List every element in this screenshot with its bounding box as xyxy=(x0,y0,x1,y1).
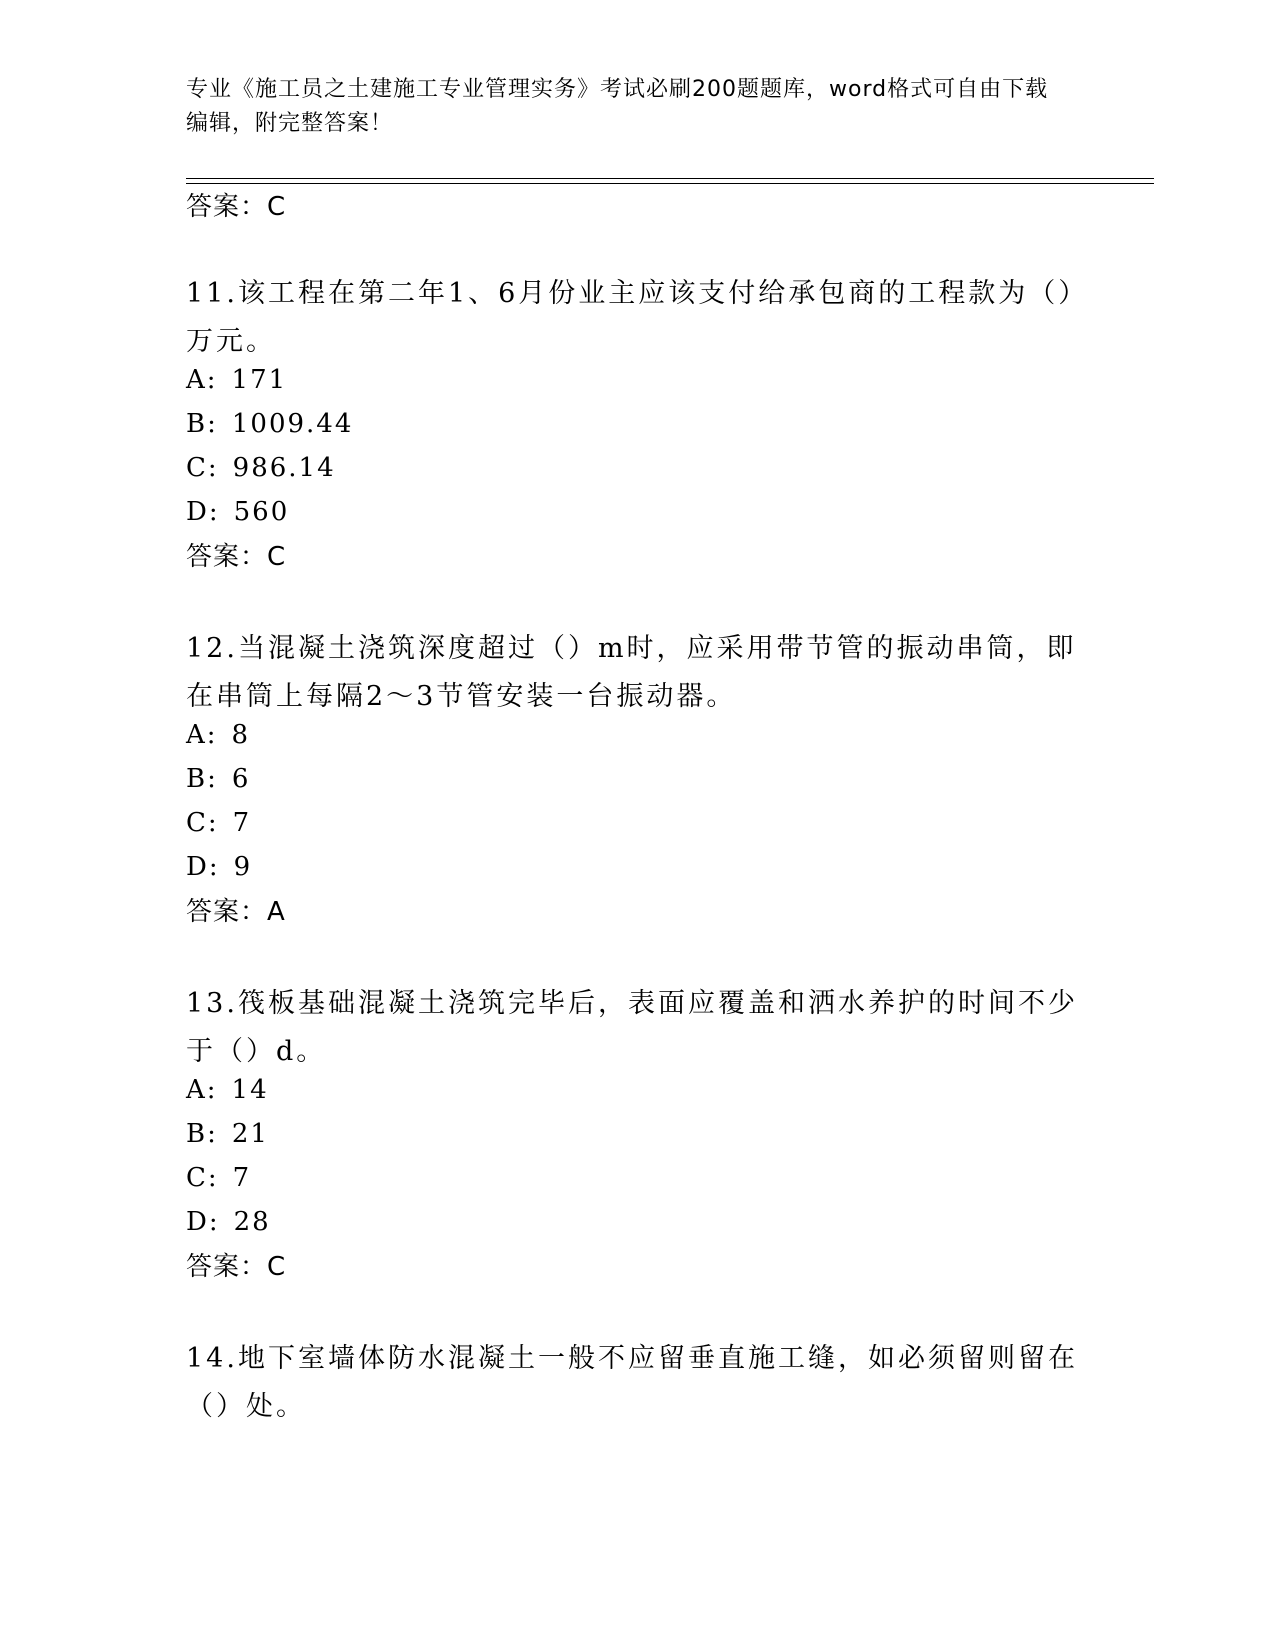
answer-line: 答案：A xyxy=(186,897,286,927)
question-stem: 12.当混凝土浇筑深度超过（）m时，应采用带节管的振动串筒，即在串筒上每隔2～3节管安装一台振动器。 xyxy=(186,633,1077,712)
option-c xyxy=(186,806,251,840)
option-letter: A: xyxy=(186,1075,218,1105)
option-b xyxy=(186,762,250,796)
option-d xyxy=(186,495,289,529)
header-rule-bottom xyxy=(186,183,1154,184)
option-letter: A: xyxy=(186,365,218,395)
option-letter: B: xyxy=(186,1119,218,1149)
option-value: 9 xyxy=(233,852,253,882)
option-letter: C: xyxy=(186,1163,219,1193)
question-stem: 13.筏板基础混凝土浇筑完毕后，表面应覆盖和洒水养护的时间不少于（）d。 xyxy=(186,988,1078,1067)
question-stem: 11.该工程在第二年1、6月份业主应该支付给承包商的工程款为（）万元。 xyxy=(186,278,1075,357)
option-value: 6 xyxy=(231,764,251,794)
answer-line: 答案：C xyxy=(186,1252,287,1282)
document-header: 专业《施工员之土建施工专业管理实务》考试必刷200题题库，word格式可自由下载编辑，附完整答案！ xyxy=(186,77,1049,136)
option-value: 8 xyxy=(231,720,251,750)
option-value: 986.14 xyxy=(232,453,336,483)
option-value: 28 xyxy=(233,1207,271,1237)
option-value: 560 xyxy=(233,497,290,527)
option-a xyxy=(186,1073,269,1107)
option-value: 14 xyxy=(231,1075,269,1105)
option-letter: A: xyxy=(186,720,218,750)
option-d xyxy=(186,1205,271,1239)
option-b xyxy=(186,1117,269,1151)
option-a xyxy=(186,363,287,397)
question-stem: 14.地下室墙体防水混凝土一般不应留垂直施工缝，如必须留则留在（）处。 xyxy=(186,1343,1078,1422)
option-letter: B: xyxy=(186,409,218,439)
option-value: 7 xyxy=(232,808,252,838)
header-rule-top xyxy=(186,178,1154,179)
option-a xyxy=(186,718,250,752)
option-letter: D: xyxy=(186,852,220,882)
option-b xyxy=(186,407,353,441)
option-letter: C: xyxy=(186,808,219,838)
option-letter: D: xyxy=(186,497,220,527)
option-value: 21 xyxy=(231,1119,269,1149)
option-d xyxy=(186,850,252,884)
option-letter: D: xyxy=(186,1207,220,1237)
option-letter: B: xyxy=(186,764,218,794)
option-value: 7 xyxy=(232,1163,252,1193)
option-value: 171 xyxy=(231,365,288,395)
option-value: 1009.44 xyxy=(231,409,354,439)
option-c xyxy=(186,451,336,485)
option-c xyxy=(186,1161,251,1195)
answer-line: 答案：C xyxy=(186,542,287,572)
answer-line: 答案：C xyxy=(186,192,287,222)
option-letter: C: xyxy=(186,453,219,483)
